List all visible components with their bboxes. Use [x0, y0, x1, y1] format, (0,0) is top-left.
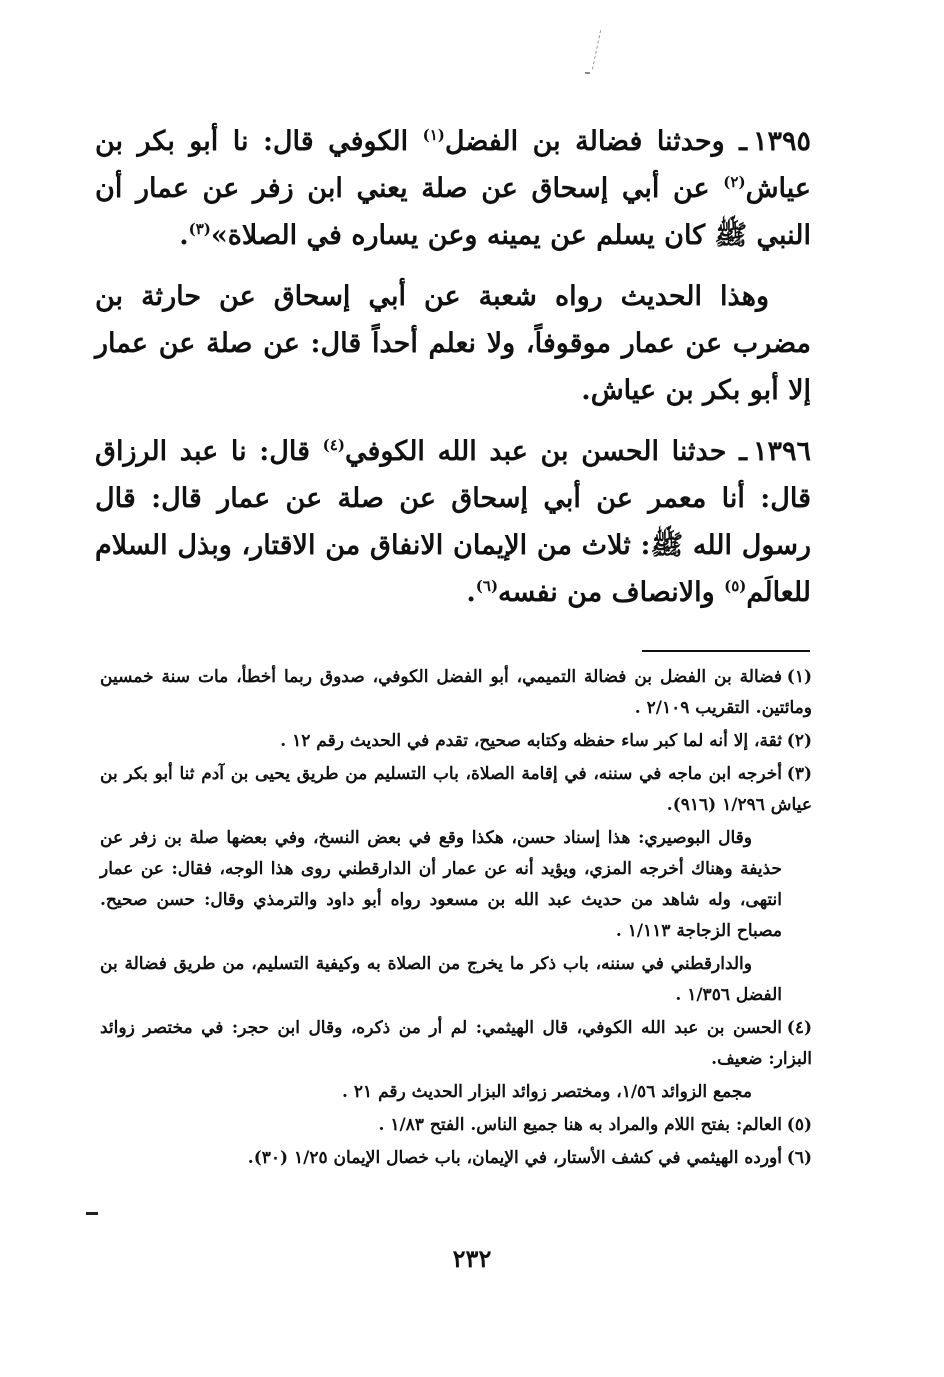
- footnote-text: الحسن بن عبد الله الكوفي، قال الهيثمي: لم أر من ذكره، وقال ابن حجر: في مختصر زوائد البزار: ضعيف.: [100, 1018, 812, 1069]
- footnote-ref: (٢): [723, 173, 746, 191]
- footnote-text: أخرجه ابن ماجه في سننه، في إقامة الصلاة، باب التسليم من طريق يحيى بن آدم ثنا أبو بكر بن عياش ١/٢٩٦ (٩١٦).: [100, 764, 812, 815]
- footnote-text: أورده الهيثمي في كشف الأستار، في الإيمان، باب خصال الإيمان ١/٢٥ (٣٠).: [247, 1148, 782, 1168]
- footnote-label: (٦): [786, 1148, 812, 1168]
- main-text: [95, 118, 811, 630]
- hadith-text: .: [179, 220, 189, 251]
- hadith-number: ١٣٩٥: [752, 126, 811, 157]
- hadith-text: .: [466, 577, 476, 608]
- scan-dot: [585, 72, 590, 74]
- page-number: ٢٣٢: [452, 1244, 492, 1273]
- footnote-label: (١): [786, 667, 812, 687]
- footnote-ref: (٦): [475, 577, 499, 595]
- footnote-ref: (٥): [724, 577, 747, 595]
- footnote-3: [100, 759, 812, 821]
- footnote-label: (٥): [786, 1115, 812, 1135]
- hadith-text: ـ حدثنا الحسن بن عبد الله الكوفي: [344, 436, 747, 467]
- footnote-ref: (٣): [188, 220, 211, 238]
- footnote-2: [100, 726, 812, 757]
- footnote-text: ثقة، إلا أنه لما كبر ساء حفظه وكتابه صحيح، تقدم في الحديث رقم ١٢ .: [280, 731, 782, 751]
- hadith-text: والانصاف من نفسه: [498, 577, 715, 608]
- hadith-text: الكوفي قال: نا أبو بكر بن عياش: [95, 126, 812, 204]
- footnote-divider: [642, 650, 810, 652]
- footnote-ref: (٤): [322, 436, 345, 454]
- margin-mark: [86, 1212, 98, 1215]
- footnote-4: [100, 1013, 812, 1075]
- hadith-1396: [95, 428, 811, 616]
- footnote-1: [100, 662, 812, 724]
- footnotes: [100, 662, 812, 1176]
- hadith-text: ـ وحدثنا فضالة بن الفضل: [444, 126, 747, 157]
- hadith-number: ١٣٩٦: [753, 436, 812, 467]
- hadith-text: قال: نا عبد الرزاق قال: أنا معمر عن أبي إسحاق عن صلة عن عمار قال: قال رسول الله ﷺ: ثلاث من الإيمان الانفاق من الاقتار، وبذل السلام للعالَم: [95, 436, 811, 608]
- footnote-6: [100, 1143, 812, 1174]
- scan-mark: [592, 30, 603, 70]
- commentary: وهذا الحديث رواه شعبة عن أبي إسحاق عن حارثة بن مضرب عن عمار موقوفاً، ولا نعلم أحداً قال: عن صلة عن عمار إلا أبو بكر بن عياش.: [95, 281, 811, 406]
- footnote-5: [100, 1110, 812, 1141]
- footnote-label: (٣): [786, 764, 812, 784]
- footnote-text: العالم: بفتح اللام والمراد به هنا جميع الناس. الفتح ١/٨٣ .: [378, 1115, 782, 1135]
- hadith-1395: [95, 118, 811, 259]
- footnote-3-paragraph: وقال البوصيري: هذا إسناد حسن، هكذا وقع في بعض النسخ، وفي بعضها صلة بن زفر عن حذيفة وهناك أخرجه المزي، ويؤيد أنه عن عمار أن الدارقطني روى هذا الوجه، فقال: عن عمار انتهى، وله شاهد من حديث عبد الله بن مسعود رواه أبو داود والترمذي وقال: حسن صحيح. مصباح الزجاجة ١/١١٣ .: [100, 828, 782, 941]
- footnote-label: (٢): [786, 731, 812, 751]
- footnote-4-paragraph: مجمع الزوائد ١/٥٦، ومختصر زوائد البزار الحديث رقم ٢١ .: [342, 1082, 752, 1102]
- footnote-3-paragraph: والدارقطني في سننه، باب ذكر ما يخرج من الصلاة به وكيفية التسليم، من طريق فضالة بن الفضل ١/٣٥٦ .: [100, 954, 782, 1005]
- footnote-ref: (١): [422, 126, 445, 144]
- footnote-text: فضالة بن الفضل بن فضالة التميمي، أبو الفضل الكوفي، صدوق ربما أخطأ، مات سنة خمسين ومائتين. التقريب ٢/١٠٩ .: [100, 667, 812, 718]
- footnote-label: (٤): [786, 1018, 812, 1038]
- hadith-text: عن أبي إسحاق عن صلة يعني ابن زفر عن عمار أن النبي ﷺ كان يسلم عن يمينه وعن يساره في الصلاة»: [95, 173, 811, 251]
